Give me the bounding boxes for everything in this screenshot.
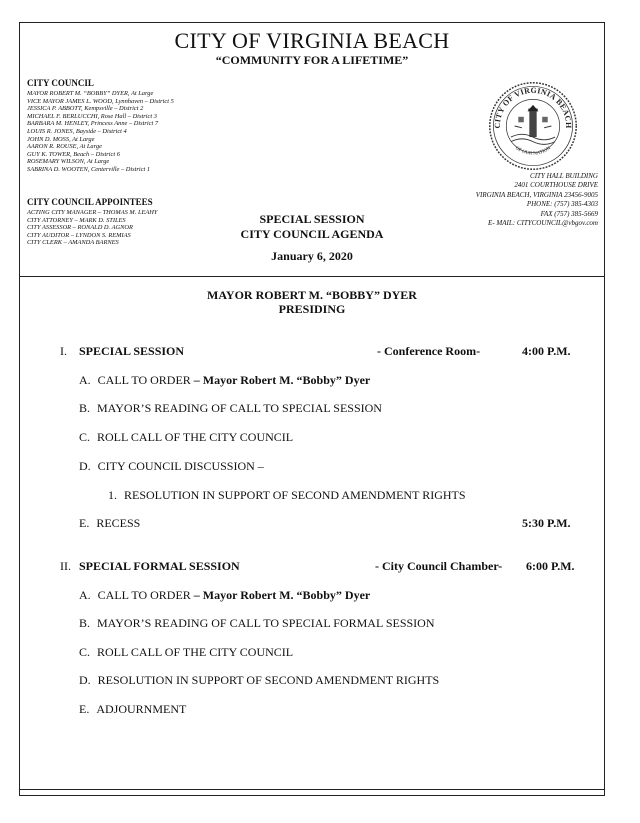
council-member: JESSICA P. ABBOTT, Kempsville – District 2 [27, 105, 144, 113]
agenda-item-1d-1 [108, 488, 466, 503]
item-letter: E. [79, 516, 90, 530]
agenda-item-2a [79, 588, 370, 603]
item-text: MAYOR’S READING OF CALL TO SPECIAL SESSION [97, 401, 382, 415]
council-member: SABRINA D. WOOTEN, Centerville – District 1 [27, 165, 151, 173]
agenda-item-1c [79, 430, 293, 445]
presiding-mayor: MAYOR ROBERT M. “BOBBY” DYER [207, 288, 417, 302]
section-1-location: - Conference Room- [377, 344, 481, 358]
item-text: RESOLUTION IN SUPPORT OF SECOND AMENDMENT RIGHTS [124, 488, 466, 502]
session-title: SPECIAL SESSION [259, 212, 365, 226]
item-text: ROLL CALL OF THE CITY COUNCIL [97, 645, 294, 659]
item-text: CALL TO ORDER [97, 373, 194, 387]
item-letter: D. [79, 673, 91, 687]
agenda-item-2e [79, 702, 186, 717]
item-letter: B. [79, 616, 91, 630]
item-letter: A. [79, 588, 91, 602]
council-member: ROSEMARY WILSON, At Large [27, 158, 110, 166]
presiding-label: PRESIDING [278, 302, 346, 316]
council-member: LOUIS R. JONES, Bayside – District 4 [27, 127, 127, 135]
council-member: GUY K. TOWER, Beach – District 6 [27, 150, 120, 158]
item-letter: E. [79, 702, 90, 716]
agenda-item-2b [79, 616, 435, 631]
appointees-heading: CITY COUNCIL APPOINTEES [27, 197, 153, 207]
item-text: RECESS [96, 516, 141, 530]
fax-number: FAX (757) 385-5669 [540, 209, 598, 218]
appointee: CITY AUDITOR – LYNDON S. REMIAS [27, 231, 131, 239]
city-motto: “COMMUNITY FOR A LIFETIME” [215, 53, 409, 67]
session-date: January 6, 2020 [271, 249, 353, 263]
address-building: CITY HALL BUILDING [530, 172, 598, 180]
agenda-item-1b [79, 401, 382, 416]
appointee: CITY ATTORNEY – MARK D. STILES [27, 216, 126, 224]
city-seal-icon [487, 80, 579, 172]
phone-number: PHONE: (757) 385-4303 [526, 200, 598, 209]
section-1-numeral: I. [60, 344, 67, 358]
section-2-time: 6:00 P.M. [526, 559, 575, 573]
item-letter: C. [79, 645, 91, 659]
city-council-heading: CITY COUNCIL [27, 78, 94, 88]
header-divider [19, 276, 605, 277]
council-member: JOHN D. MOSS, At Large [27, 135, 95, 143]
item-text: RESOLUTION IN SUPPORT OF SECOND AMENDMENT RIGHTS [97, 673, 440, 687]
section-2-numeral: II. [60, 559, 71, 573]
agenda-item-1a [79, 373, 370, 388]
item-letter: B. [79, 401, 91, 415]
appointee: CITY CLERK – AMANDA BARNES [27, 239, 119, 247]
address-city: VIRGINIA BEACH, VIRGINIA 23456-9005 [475, 190, 598, 199]
agenda-item-2d [79, 673, 439, 688]
item-text: ADJOURNMENT [96, 702, 187, 716]
appointee: ACTING CITY MANAGER – THOMAS M. LEAHY [27, 209, 158, 216]
agenda-item-1e [79, 516, 140, 531]
appointee: CITY ASSESSOR – RONALD D. AGNOR [27, 224, 133, 232]
item-text: MAYOR’S READING OF CALL TO SPECIAL FORMAL SESSION [97, 616, 435, 630]
agenda-item-2c [79, 645, 293, 660]
council-member: MAYOR ROBERT M. “BOBBY” DYER, At Large [27, 90, 154, 97]
item-text: CITY COUNCIL DISCUSSION – [97, 459, 264, 473]
svg-text:OF OUR NATION: OF OUR NATION [513, 145, 553, 157]
council-member: AARON R. ROUSE, At Large [27, 143, 102, 151]
section-1-title: SPECIAL SESSION [79, 344, 185, 358]
item-number: 1. [108, 488, 117, 502]
item-letter: C. [79, 430, 91, 444]
address-street: 2401 COURTHOUSE DRIVE [514, 181, 598, 190]
email-address[interactable]: E- MAIL: CITYCOUNCIL@vbgov.com [488, 219, 598, 228]
item-presider: – Mayor Robert M. “Bobby” Dyer [193, 588, 371, 602]
council-member: VICE MAYOR JAMES L. WOOD, Lynnhaven – District 5 [27, 97, 174, 105]
agenda-item-1d [79, 459, 264, 474]
city-name: CITY OF VIRGINIA BEACH [174, 28, 450, 53]
section-1-time: 4:00 P.M. [522, 344, 571, 358]
city-council-list [27, 90, 174, 174]
section-2-location: - City Council Chamber- [375, 559, 503, 573]
svg-text:CITY OF VIRGINIA BEACH: CITY OF VIRGINIA BEACH [492, 85, 574, 129]
agenda-title: CITY COUNCIL AGENDA [240, 227, 384, 241]
item-text: ROLL CALL OF THE CITY COUNCIL [97, 430, 294, 444]
council-member: BARBARA M. HENLEY, Princess Anne – District 7 [27, 120, 159, 128]
section-2-title: SPECIAL FORMAL SESSION [79, 559, 240, 573]
item-presider: – Mayor Robert M. “Bobby” Dyer [193, 373, 371, 387]
recess-time: 5:30 P.M. [522, 516, 571, 530]
item-letter: D. [79, 459, 91, 473]
item-letter: A. [79, 373, 91, 387]
footer-divider [19, 789, 605, 790]
council-member: MICHAEL F. BERLUCCHI, Rose Hall – District 3 [27, 112, 157, 120]
item-text: CALL TO ORDER [97, 588, 194, 602]
